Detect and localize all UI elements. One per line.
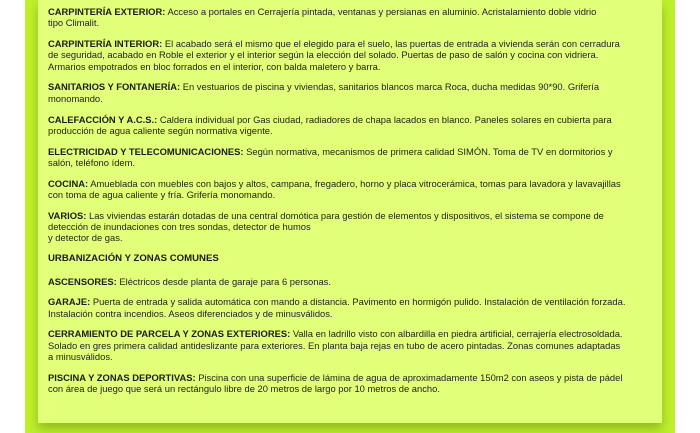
spec-line <box>48 81 654 92</box>
spec-line <box>48 38 654 49</box>
spec-title: CARPINTERÍA INTERIOR: <box>48 38 163 50</box>
spec-line <box>48 372 654 383</box>
spec-text: Instalación contra incendios. Aseos diferenciados y de minusválidos. <box>48 307 333 319</box>
spec-line <box>48 210 654 221</box>
spec-line <box>48 340 654 351</box>
spec-title: PISCINA Y ZONAS DEPORTIVAS: <box>48 371 196 383</box>
spec-text: Acceso a portales en Cerrajería pintada, ventanas y persianas en aluminio. Acristalamiento doble vidrio <box>167 6 597 17</box>
spec-text: En vestuarios de piscina y viviendas, sanitarios blancos marca Roca, ducha medidas 90*90. Grifería <box>182 81 600 93</box>
specs-panel <box>38 0 662 423</box>
spec-section <box>48 296 654 319</box>
spec-line <box>48 146 654 157</box>
spec-text: El acabado será el mismo que el elegido para el suelo, las puertas de entrada a vivienda serán con cerradura <box>164 38 620 50</box>
spec-title: CARPINTERÍA EXTERIOR: <box>48 6 166 17</box>
spec-line <box>48 17 654 28</box>
spec-title: ELECTRICIDAD Y TELECOMUNICACIONES: <box>48 145 244 157</box>
spec-line <box>48 296 654 307</box>
spec-text: salón, teléfono ídem. <box>48 156 136 168</box>
spec-title: CALEFACCIÓN Y A.C.S.: <box>48 113 158 125</box>
spec-line <box>48 221 654 232</box>
spec-text: con toma de agua caliente y fría. Grifería monomando. <box>48 189 276 201</box>
spec-section <box>48 372 654 395</box>
spec-title: SANITARIOS Y FONTANERÍA: <box>48 81 181 93</box>
spec-line <box>48 189 654 200</box>
spec-line <box>48 383 654 394</box>
spec-line <box>48 93 654 104</box>
spec-text: a minusválidos. <box>48 351 113 363</box>
spec-text: Amueblada con muebles con bajos y altos, campana, fregadero, horno y placa vitrocerámica, tomas para lavadora y lavavajillas <box>90 177 621 189</box>
spec-section <box>48 38 654 72</box>
spec-line <box>48 232 654 243</box>
spec-text: Caldera individual por Gas ciudad, radiadores de chapa lacados en blanco. Paneles solares en cubierta para <box>159 113 612 125</box>
spec-section <box>48 81 654 104</box>
spec-text: con área de juego que será un rectángulo libre de 20 metros de largo por 10 metros de ancho. <box>48 383 440 395</box>
spec-title: COCINA: <box>48 177 89 189</box>
spec-section <box>48 178 654 201</box>
spec-line <box>48 351 654 362</box>
spec-text: y detector de gas. <box>48 232 123 244</box>
spec-text: Según normativa, mecanismos de primera calidad SIMÓN. Toma de TV en dormitorios y <box>246 145 613 157</box>
spec-title: ASCENSORES: <box>48 275 117 287</box>
spec-title: VARIOS: <box>48 209 87 221</box>
specs-content <box>48 6 654 404</box>
spec-line <box>48 114 654 125</box>
spec-text: Valla en ladrillo visto con albardilla en piedra artificial, cerrajería electrosoldada. <box>292 328 623 340</box>
spec-text: Solado en gres primera calidad antideslizante para exteriores. En planta baja rejas en tubo de acero pintadas. Zonas comunes adaptadas <box>48 339 621 351</box>
spec-text: Las viviendas estarán dotadas de una central domótica para gestión de elementos y dispositivos, el sistema se compone de <box>88 209 604 221</box>
spec-text: tipo Climalit. <box>48 17 100 29</box>
spec-text: Armarios empotrados en bloc forrados en el interior, con balda maletero y barra. <box>48 60 381 72</box>
spec-text: Puerta de entrada y salida automática con mando a distancia. Pavimento en hormigón pulido. Instalación de ventilación forzada. <box>92 296 626 308</box>
spec-line <box>48 308 654 319</box>
spec-section <box>48 146 654 169</box>
spec-line <box>48 125 654 136</box>
spec-text: producción de agua caliente según normativa vigente. <box>48 124 273 136</box>
spec-section <box>48 328 654 362</box>
spec-line <box>48 157 654 168</box>
spec-line <box>48 61 654 72</box>
spec-section <box>48 276 654 287</box>
spec-text: de seguridad, acabado en Roble el exterior y el interior según la elección del solado. Puertas de paso de salón y cocina con vidriera. <box>48 49 599 61</box>
spec-section <box>48 210 654 244</box>
spec-line <box>48 276 654 287</box>
spec-title: CERRAMIENTO DE PARCELA Y ZONAS EXTERIORES: <box>48 328 291 340</box>
section-heading: URBANIZACIÓN Y ZONAS COMUNES <box>48 253 219 265</box>
spec-line <box>48 328 654 339</box>
spec-title: GARAJE: <box>48 296 91 308</box>
spec-section <box>48 114 654 137</box>
spec-line <box>48 49 654 60</box>
spec-text: Eléctricos desde planta de garaje para 6 personas. <box>119 275 331 287</box>
spec-section <box>48 6 654 29</box>
spec-text: detección de inundaciones con tres sondas, detector de humos <box>48 221 311 233</box>
spec-text: Piscina con una superficie de lámina de agua de aproximadamente 150m2 con aseos y pista de pádel <box>198 371 623 383</box>
spec-line <box>48 6 654 17</box>
spec-text: monomando. <box>48 92 103 104</box>
spec-line <box>48 178 654 189</box>
